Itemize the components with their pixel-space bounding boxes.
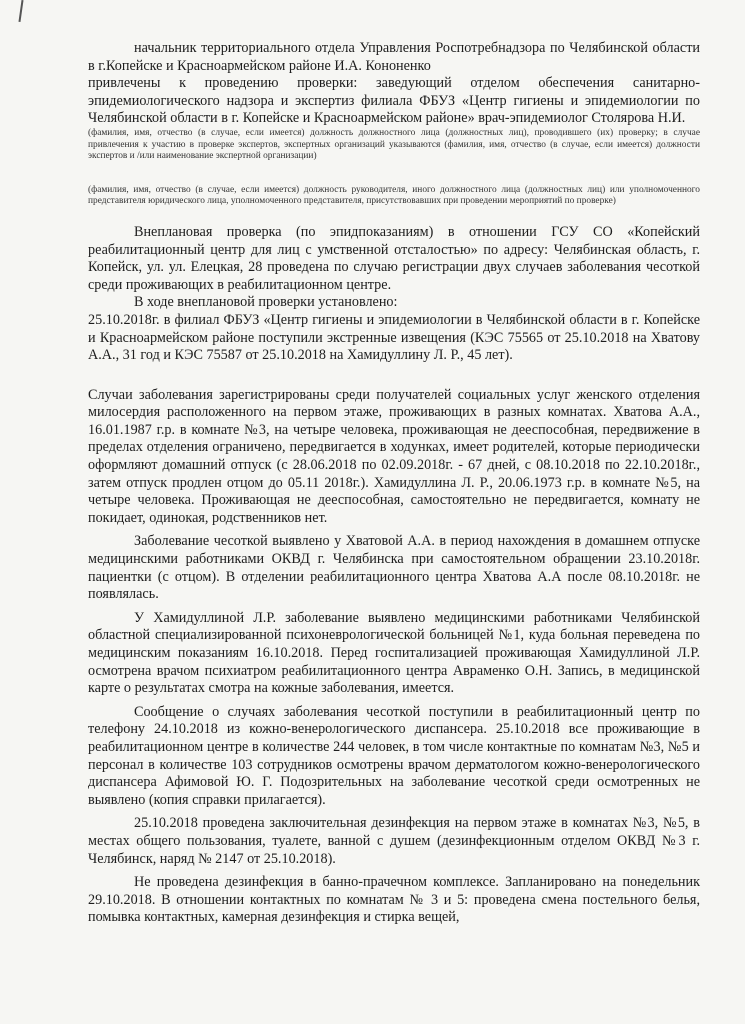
paragraph-khamidullina: У Хамидуллиной Л.Р. заболевание выявлено медицинскими работниками Челябинской областной специализированной психоневрологической больницей №1, куда больная переведена по медицинским показаниям 16.10.2018. Перед госпитализацией проживающая Хамидуллиной Л.Р. осмотрена врачом психиатром реабилитационного центра Авраменко О.Н. Запись, в медицинской карте о результатах смотра на кожные заболевания, имеется.	[88, 609, 700, 697]
scan-mark	[18, 0, 23, 22]
paragraph-examination: Сообщение о случаях заболевания чесоткой поступили в реабилитационный центр по телефону 24.10.2018 из кожно-венерологического диспансера. 25.10.2018 все проживающие в реабилитационном центре в количестве 244 человек, в том числе контактные по комнатам №3, №5 и персонал в количестве 103 сотрудников осмотрены врачом дерматологом кожно-венерологического диспансера Афимовой Ю. Г. Подозрительных на заболевание чесоткой среди осмотренных не выявлено (копия справки прилагается).	[88, 703, 700, 808]
document-body	[88, 40, 700, 927]
paragraph-notifications: 25.10.2018г. в филиал ФБУЗ «Центр гигиены и эпидемиологии в Челябинской области в г. Копейске и Красноармейском районе поступили экстренные извещения (КЭС 75565 от 25.10.2018 на Хватову А.А., 31 год и КЭС 75587 от 25.10.2018 на Хамидуллину Л. Р., 45 лет).	[88, 311, 700, 364]
paragraph-inspection-subject: Внеплановая проверка (по эпидпоказаниям) в отношении ГСУ СО «Копейский реабилитационный центр для лиц с умственной отсталостью» по адресу: Челябинская область, г. Копейск, ул. ул. Елецкая, 28 проведена по случаю регистрации двух случаев заболевания чесоткой среди проживающих в реабилитационном центре.	[88, 223, 700, 293]
paragraph-involved: привлечены к проведению проверки: заведующий отделом обеспечения санитарно-эпидемиологического надзора и экспертиз филиала ФБУЗ «Центр гигиены и эпидемиологии по Челябинской области в г. Копейске и Красноармейском районе» врач-эпидемиолог Столярова Н.И.	[88, 75, 700, 127]
paragraph-laundry: Не проведена дезинфекция в банно-прачечном комплексе. Запланировано на понедельник 29.10.2018. В отношении контактных по комнатам № 3 и 5: проведена смена постельного белья, помывка контактных, камерная дезинфекция и стирка вещей,	[88, 874, 700, 926]
note-representative-fields: (фамилия, имя, отчество (в случае, если имеется) должность руководителя, иного должностного лица (должностных лиц) или уполномоченного представителя юридического лица, уполномоченного представителя, присутствовавших при проведении мероприятий по проверке)	[88, 184, 700, 207]
paragraph-findings-heading: В ходе внеплановой проверки установлено:	[134, 294, 398, 311]
paragraph-khvatova: Заболевание чесоткой выявлено у Хватовой А.А. в период нахождения в домашнем отпуске медицинскими работниками ОКВД г. Челябинска при самостоятельном обращении 23.10.2018г. пациентки (с отцом). В отделении реабилитационного центра Хватова А.А после 08.10.2018г. не появлялась.	[88, 533, 700, 603]
paragraph-cases: Случаи заболевания зарегистрированы среди получателей социальных услуг женского отделения милосердия расположенного на первом этаже, проживающих в разных комнатах. Хватова А.А., 16.01.1987 г.р. в комнате №3, на четыре человека, проживающая не дееспособная, передвижение в пределах отделения ограничено, передвигается в ходунках, имеет родителей, которые периодически оформляют домашний отпуск (с 28.06.2018 по 02.09.2018г. - 67 дней, с 08.10.2018 по 22.10.2018г., затем отпуск продлен отцом до 05.11 2018г.). Хамидуллина Л. Р., 20.06.1973 г.р. в комнате №5, на четыре человека. Проживающая не дееспособная, самостоятельно не передвигается, комнату не покидает, одинокая, родственников нет.	[88, 386, 700, 526]
note-inspector-fields: (фамилия, имя, отчество (в случае, если имеется) должность должностного лица (должностных лиц), проводившего (их) проверку; в случае привлечения к участию в проверке экспертов, экспертных организаций указываются (фамилия, имя, отчество (в случае, если имеется) должности экспертов и /или наименование экспертной организации)	[88, 127, 700, 162]
paragraph-inspector: начальник территориального отдела Управления Роспотребнадзора по Челябинской области в г.Копейске и Красноармейском районе И.А. Кононенко	[88, 40, 700, 74]
paragraph-disinfection: 25.10.2018 проведена заключительная дезинфекция на первом этаже в комнатах №3, №5, в местах общего пользования, туалете, ванной с душем (дезинфекционным отделом ОКВД №3 г. Челябинск, наряд № 2147 от 25.10.2018).	[88, 815, 700, 867]
